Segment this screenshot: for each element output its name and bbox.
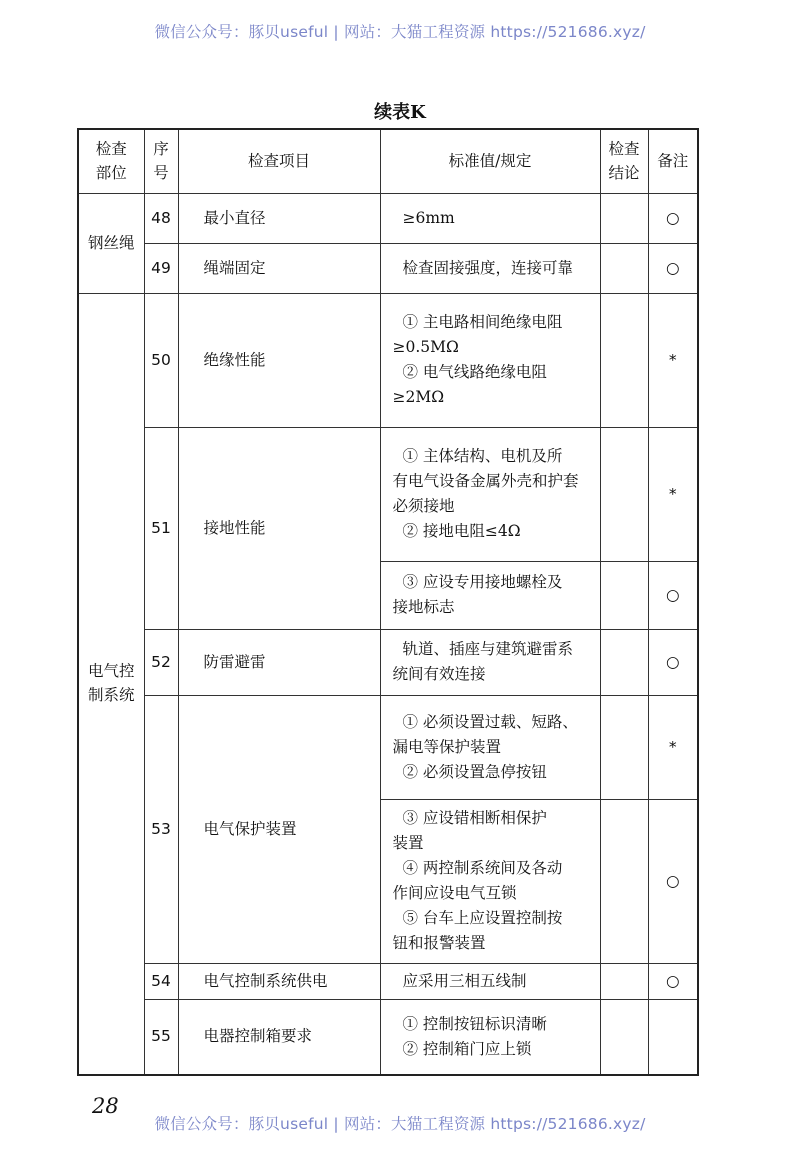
row-result	[600, 999, 648, 1075]
row-standard: ① 必须设置过载、短路、 漏电等保护装置 ② 必须设置急停按钮	[380, 695, 600, 799]
row-note: ○	[648, 243, 698, 293]
row-standard: 应采用三相五线制	[380, 963, 600, 999]
page-number: 28	[92, 1094, 119, 1118]
inspection-table	[77, 128, 699, 1076]
group-wire-rope: 钢丝绳	[78, 193, 144, 293]
table-row	[78, 963, 698, 999]
row-item: 接地性能	[178, 427, 380, 629]
row-standard: ≥6mm	[380, 193, 600, 243]
header-row	[78, 129, 698, 193]
row-no: 53	[144, 695, 178, 963]
row-result	[600, 243, 648, 293]
row-standard: 检查固接强度，连接可靠	[380, 243, 600, 293]
row-item: 电气保护装置	[178, 695, 380, 963]
row-standard: ① 主体结构、电机及所 有电气设备金属外壳和护套 必须接地 ② 接地电阻≤4Ω	[380, 427, 600, 561]
table-row	[78, 999, 698, 1075]
row-item: 电器控制箱要求	[178, 999, 380, 1075]
row-standard: 轨道、插座与建筑避雷系 统间有效连接	[380, 629, 600, 695]
row-standard: ① 主电路相间绝缘电阻 ≥0.5MΩ ② 电气线路绝缘电阻 ≥2MΩ	[380, 293, 600, 427]
group-electrical: 电气控制系统	[78, 293, 144, 1075]
row-item: 绝缘性能	[178, 293, 380, 427]
header-item: 检查项目	[178, 129, 380, 193]
watermark-bottom: 微信公众号：豚贝useful | 网站：大猫工程资源 https://521686.xyz/	[154, 1115, 646, 1133]
table-row	[78, 629, 698, 695]
row-standard: ③ 应设错相断相保护 装置 ④ 两控制系统间及各动 作间应设电气互锁 ⑤ 台车上应设置控制按 钮和报警装置	[380, 799, 600, 963]
watermark-top: 微信公众号：豚贝useful | 网站：大猫工程资源 https://521686.xyz/	[154, 23, 646, 41]
row-note: *	[648, 427, 698, 561]
table-row	[78, 193, 698, 243]
row-result	[600, 799, 648, 963]
row-note: *	[648, 293, 698, 427]
table-row	[78, 293, 698, 427]
row-result	[600, 695, 648, 799]
header-part: 检查部位	[78, 129, 144, 193]
header-standard: 标准值/规定	[380, 129, 600, 193]
row-note: ○	[648, 629, 698, 695]
row-note: ○	[648, 193, 698, 243]
header-note: 备注	[648, 129, 698, 193]
row-note: ○	[648, 799, 698, 963]
row-result	[600, 963, 648, 999]
table-row	[78, 243, 698, 293]
row-note: ○	[648, 561, 698, 629]
row-note: *	[648, 695, 698, 799]
row-result	[600, 293, 648, 427]
header-no: 序号	[144, 129, 178, 193]
row-no: 50	[144, 293, 178, 427]
row-note: ○	[648, 963, 698, 999]
row-no: 55	[144, 999, 178, 1075]
table-row	[78, 695, 698, 799]
row-no: 52	[144, 629, 178, 695]
row-result	[600, 193, 648, 243]
row-no: 54	[144, 963, 178, 999]
row-standard: ③ 应设专用接地螺栓及 接地标志	[380, 561, 600, 629]
table-row	[78, 427, 698, 561]
row-result	[600, 629, 648, 695]
row-item: 电气控制系统供电	[178, 963, 380, 999]
row-result	[600, 427, 648, 561]
row-no: 51	[144, 427, 178, 629]
row-item: 防雷避雷	[178, 629, 380, 695]
row-standard: ① 控制按钮标识清晰 ② 控制箱门应上锁	[380, 999, 600, 1075]
row-item: 最小直径	[178, 193, 380, 243]
row-no: 49	[144, 243, 178, 293]
row-note	[648, 999, 698, 1075]
row-no: 48	[144, 193, 178, 243]
table-caption: 续表K	[374, 102, 426, 123]
header-result: 检查结论	[600, 129, 648, 193]
row-result	[600, 561, 648, 629]
row-item: 绳端固定	[178, 243, 380, 293]
